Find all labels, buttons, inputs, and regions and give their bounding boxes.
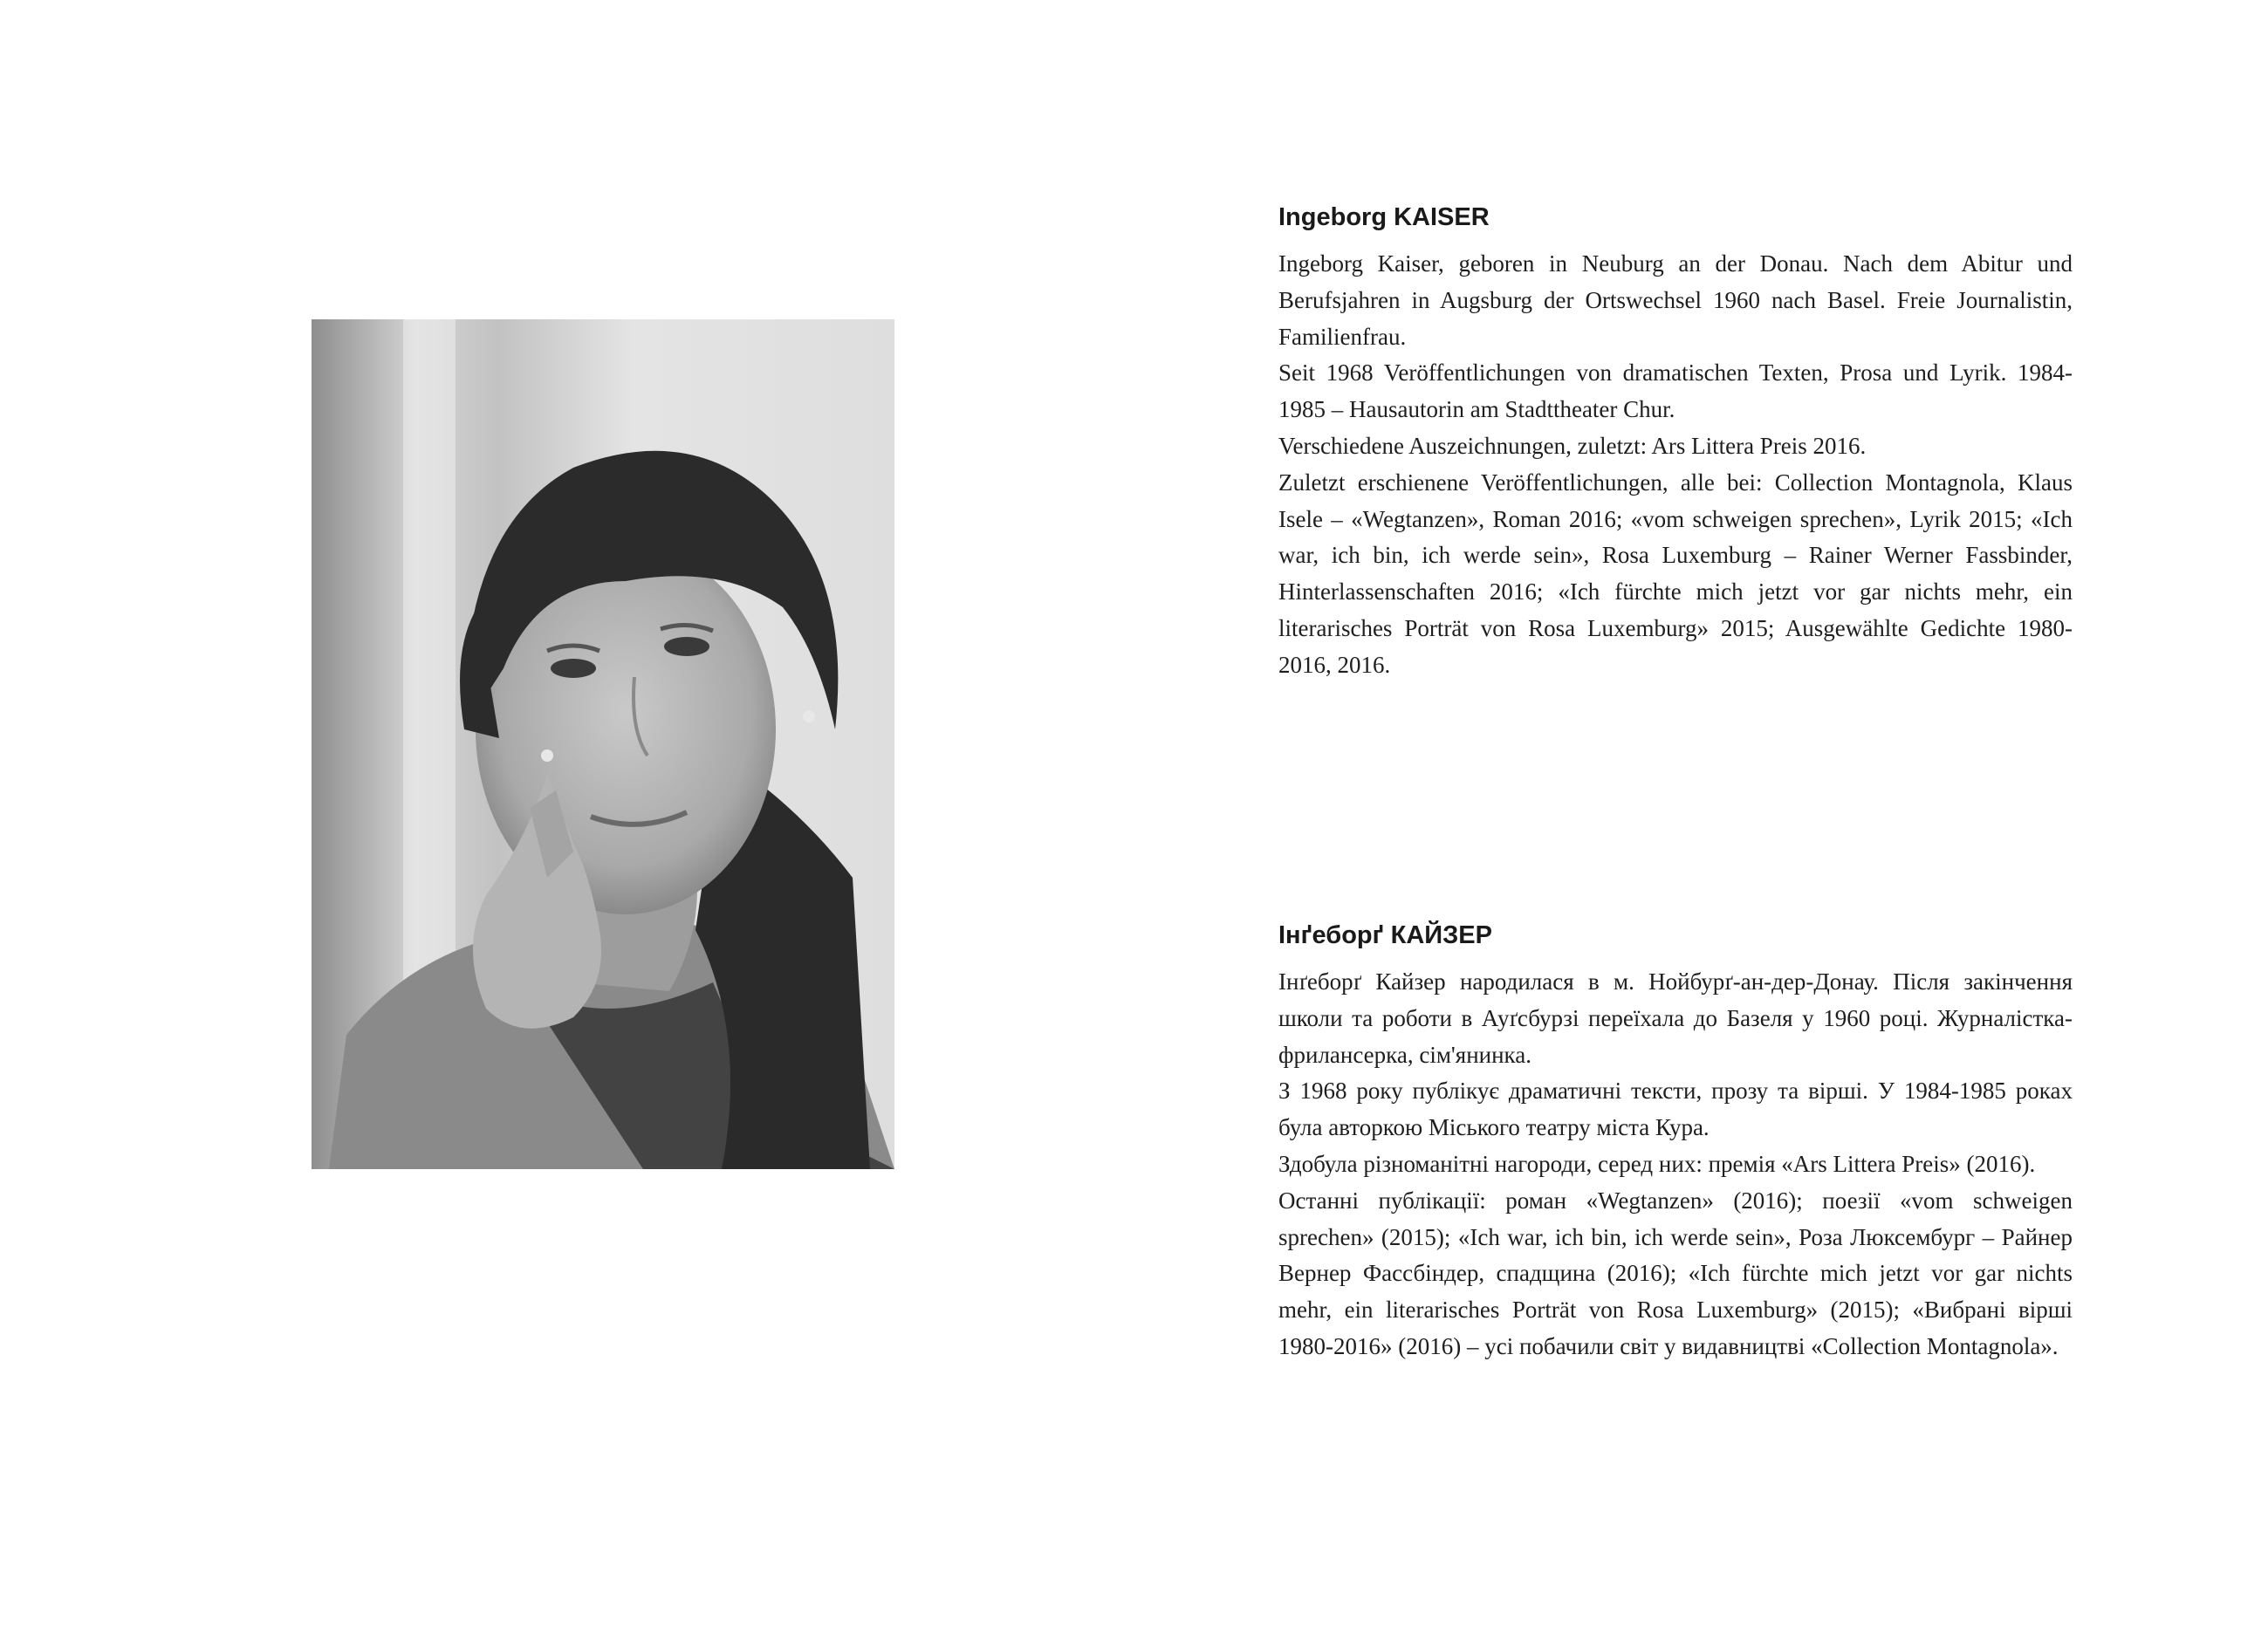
ukrainian-paragraph-3: Здобула різноманітні нагороди, серед них: премія «Ars Littera Preis» (2016). — [1278, 1150, 2036, 1177]
german-paragraph-4: Zuletzt erschienene Veröffentlichungen, alle bei: Collection Montagnola, Klaus Isele – «Wegtanzen», Roman 2016; «vom schweigen sprechen», Lyrik 2015; «Ich war, ich bin, ich werde sein», Rosa Luxemburg – Rainer Werner Fassbinder, Hinterlassenschaften 2016; «Ich fürchte mich jetzt vor gar nichts mehr, ein literarisches Porträt von Rosa Luxemburg» 2015; Ausgewählte Gedichte 1980-2016, 2016. — [1278, 469, 2073, 678]
german-biography — [1278, 197, 2073, 684]
ukrainian-author-name: Інґеборґ КАЙЗЕР — [1278, 921, 1492, 949]
german-paragraph-2: Seit 1968 Veröffentlichungen von dramatischen Texten, Prosa und Lyrik. 1984-1985 – Hausautorin am Stadttheater Chur. — [1278, 359, 2073, 423]
ukrainian-paragraph-4: Останні публікації: роман «Wegtanzen» (2016); поезії «vom schweigen sprechen» (2015); «Ich war, ich bin, ich werde sein», Роза Люксембург – Райнер Вернер Фассбіндер, спадщина (2016); «Ich fürchte mich jetzt vor gar nichts mehr, ein literarisches Porträt von Rosa Luxemburg» (2015); «Вибрані вірші 1980-2016» (2016) – усі побачили світ у видавництві «Collection Montagnola». — [1278, 1187, 2073, 1359]
german-paragraph-1: Ingeborg Kaiser, geboren in Neuburg an der Donau. Nach dem Abitur und Berufsjahren in Augsburg der Ortswechsel 1960 nach Basel. Freie Journalistin, Familienfrau. — [1278, 250, 2073, 350]
ukrainian-paragraph-1: Інґеборґ Кайзер народилася в м. Нойбурґ-ан-дер-Донау. Після закінчення школи та роботи в Ауґсбурзі переїхала до Базеля у 1960 році. Журналістка-фрилансерка, сім'янинка. — [1278, 968, 2073, 1068]
ukrainian-paragraph-2: З 1968 року публікує драматичні тексти, прозу та вірші. У 1984-1985 роках була авторкою Міського театру міста Кура. — [1278, 1078, 2073, 1141]
author-portrait-photo — [312, 319, 894, 1169]
german-author-name: Ingeborg KAISER — [1278, 203, 1490, 231]
german-paragraph-3: Verschiedene Auszeichnungen, zuletzt: Ars Littera Preis 2016. — [1278, 432, 1867, 459]
ukrainian-biography — [1278, 915, 2073, 1365]
portrait-photo-icon — [312, 319, 894, 1169]
